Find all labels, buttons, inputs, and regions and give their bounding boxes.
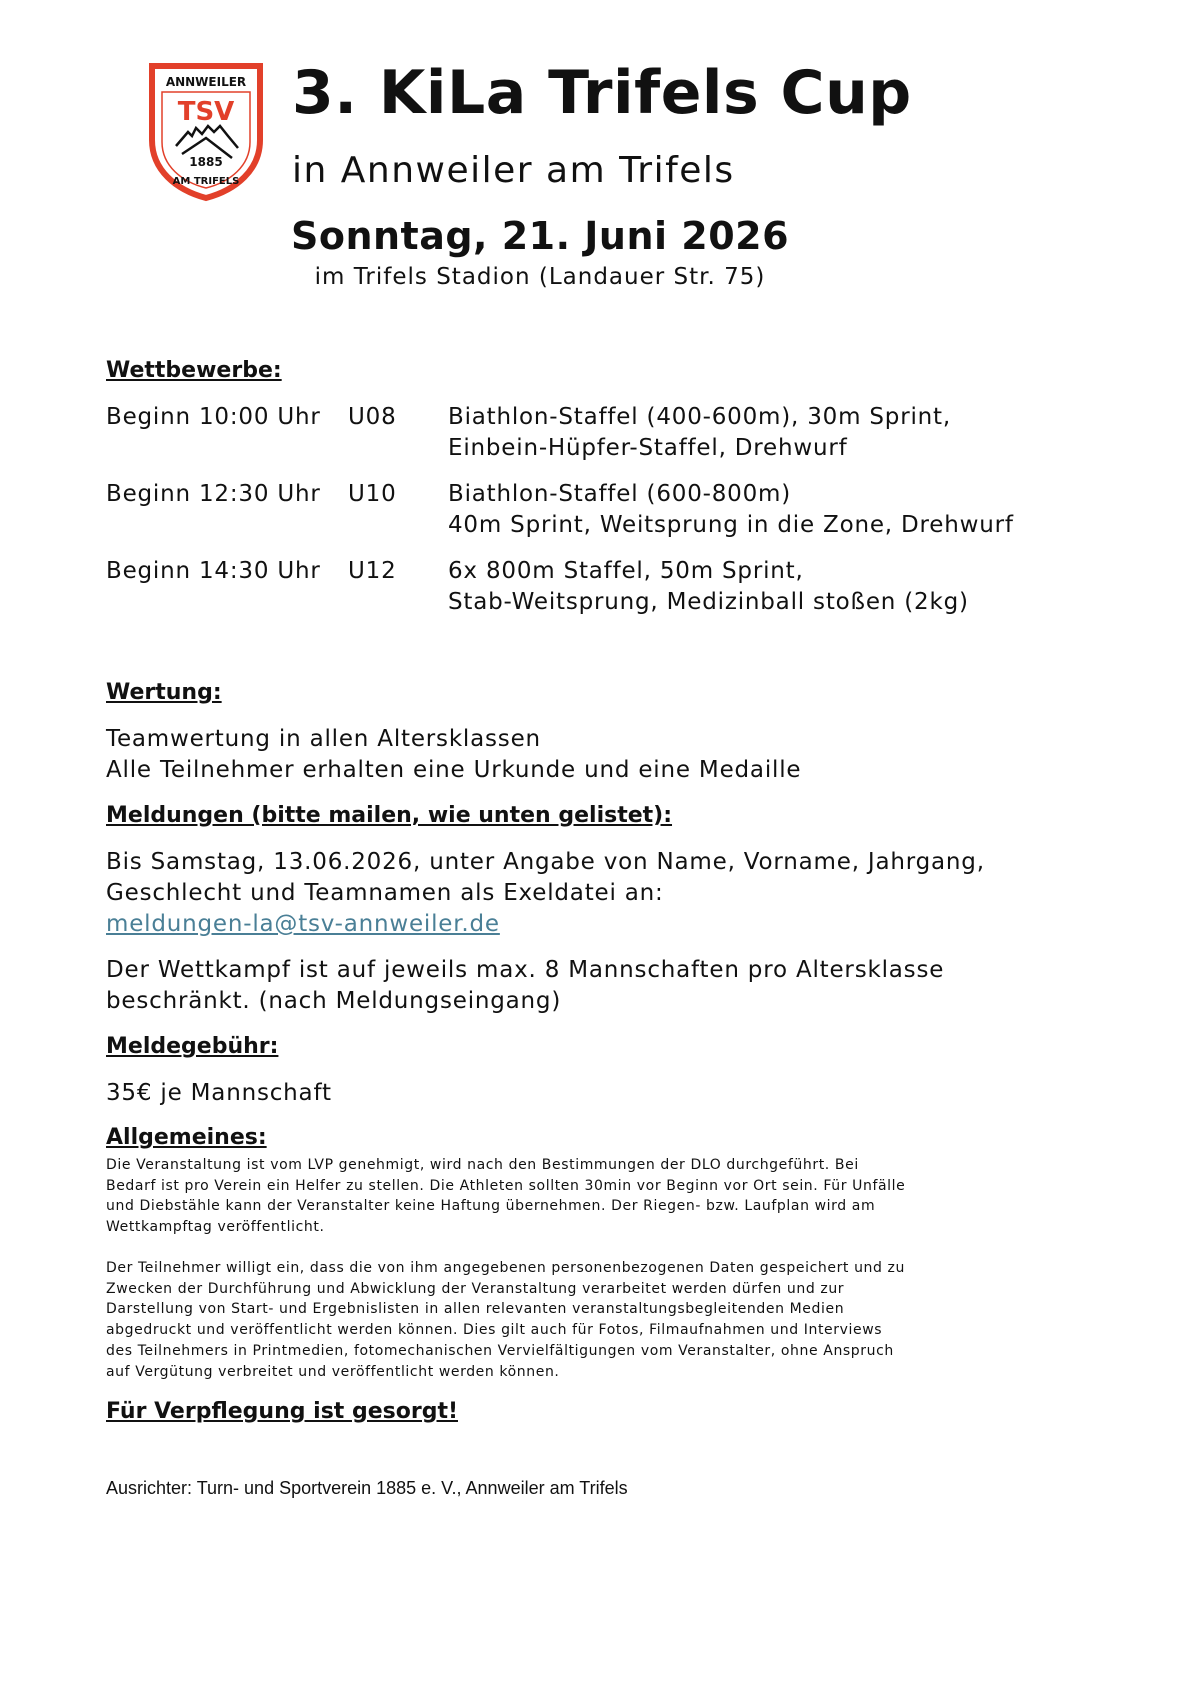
event-date: Sonntag, 21. Juni 2026	[290, 214, 790, 258]
general-paragraph-2	[106, 1258, 986, 1382]
general-p2-line: auf Vergütung verbreitet und veröffentlicht werden können.	[106, 1363, 560, 1380]
events-line-2: Einbein-Hüpfer-Staffel, Drehwurf	[448, 435, 848, 461]
events-line-2: Stab-Weitsprung, Medizinball stoßen (2kg)	[448, 589, 969, 615]
event-venue: im Trifels Stadion (Landauer Str. 75)	[314, 264, 766, 290]
events-line-1: Biathlon-Staffel (400-600m), 30m Sprint,	[448, 404, 951, 430]
general-heading: Allgemeines:	[106, 1125, 267, 1150]
general-p1-line: und Diebstähle kann der Veranstalter keine Haftung übernehmen. Der Riegen- bzw. Laufplan wird am	[106, 1198, 876, 1215]
tsv-club-crest-logo	[148, 62, 264, 202]
general-p2-line: Zwecken der Durchführung und Abwicklung der Veranstaltung verarbeitet werden dürfen und zur	[106, 1280, 845, 1297]
registration-heading: Meldungen (bitte mailen, wie unten gelistet):	[106, 803, 673, 828]
competition-events	[448, 479, 1014, 541]
competition-events	[448, 556, 969, 618]
competition-start-time: Beginn 10:00 Uhr	[106, 404, 321, 430]
competition-events	[448, 402, 951, 464]
competition-start-time: Beginn 12:30 Uhr	[106, 481, 321, 507]
events-line-2: 40m Sprint, Weitsprung in die Zone, Drehwurf	[448, 512, 1014, 538]
competition-age-group: U08	[348, 404, 397, 430]
registration-text-2: Geschlecht und Teamnamen als Exeldatei an:	[106, 880, 664, 906]
general-p1-line: Die Veranstaltung ist vom LVP genehmigt, wird nach den Bestimmungen der DLO durchgeführt. Bei	[106, 1157, 859, 1173]
general-p2-line: Der Teilnehmer willigt ein, dass die von ihm angegebenen personenbezogenen Daten gespeichert und zu	[106, 1260, 905, 1276]
logo-year: 1885	[189, 155, 223, 169]
catering-note: Für Verpflegung ist gesorgt!	[106, 1399, 458, 1424]
competition-age-group: U12	[348, 558, 397, 584]
scoring-heading: Wertung:	[106, 680, 222, 705]
registration-text-1: Bis Samstag, 13.06.2026, unter Angabe von Name, Vorname, Jahrgang,	[106, 849, 985, 875]
competition-age-group: U10	[348, 481, 397, 507]
event-title: 3. KiLa Trifels Cup	[292, 58, 912, 128]
general-p1-line: Wettkampftag veröffentlicht.	[106, 1219, 325, 1236]
logo-monogram: TSV	[177, 97, 235, 127]
organizer-footer: Ausrichter: Turn- und Sportverein 1885 e. V., Annweiler am Trifels	[106, 1478, 628, 1498]
events-line-1: 6x 800m Staffel, 50m Sprint,	[448, 558, 804, 584]
general-paragraph-1	[106, 1155, 986, 1238]
general-p1-line: Bedarf ist pro Verein ein Helfer zu stellen. Die Athleten sollten 30min vor Beginn vor Ort sein. Für Unfälle	[106, 1177, 906, 1194]
team-limit-text-1: Der Wettkampf ist auf jeweils max. 8 Mannschaften pro Altersklasse	[106, 957, 945, 983]
competitions-heading: Wettbewerbe:	[106, 358, 282, 383]
general-p2-line: des Teilnehmers in Printmedien, fotomechanischen Vervielfältigungen vom Veranstalter, ohne Anspruch	[106, 1342, 894, 1359]
scoring-text-2: Alle Teilnehmer erhalten eine Urkunde und eine Medaille	[106, 757, 802, 783]
registration-email-link[interactable]: meldungen-la@tsv-annweiler.de	[106, 911, 500, 937]
scoring-text-1: Teamwertung in allen Altersklassen	[106, 726, 541, 752]
team-limit-text-2: beschränkt. (nach Meldungseingang)	[106, 988, 562, 1014]
logo-top-text: ANNWEILER	[165, 75, 247, 89]
event-subtitle: in Annweiler am Trifels	[292, 150, 735, 191]
fee-text: 35€ je Mannschaft	[106, 1080, 332, 1106]
events-line-1: Biathlon-Staffel (600-800m)	[448, 481, 792, 507]
logo-bottom-text: AM TRIFELS	[172, 176, 240, 187]
general-p2-line: Darstellung von Start- und Ergebnislisten in allen relevanten veranstaltungsbegleitenden Medien	[106, 1301, 845, 1318]
competition-start-time: Beginn 14:30 Uhr	[106, 558, 321, 584]
general-p2-line: abgedruckt und veröffentlicht werden können. Dies gilt auch für Fotos, Filmaufnahmen und Interviews	[106, 1322, 883, 1339]
fee-heading: Meldegebühr:	[106, 1034, 279, 1059]
